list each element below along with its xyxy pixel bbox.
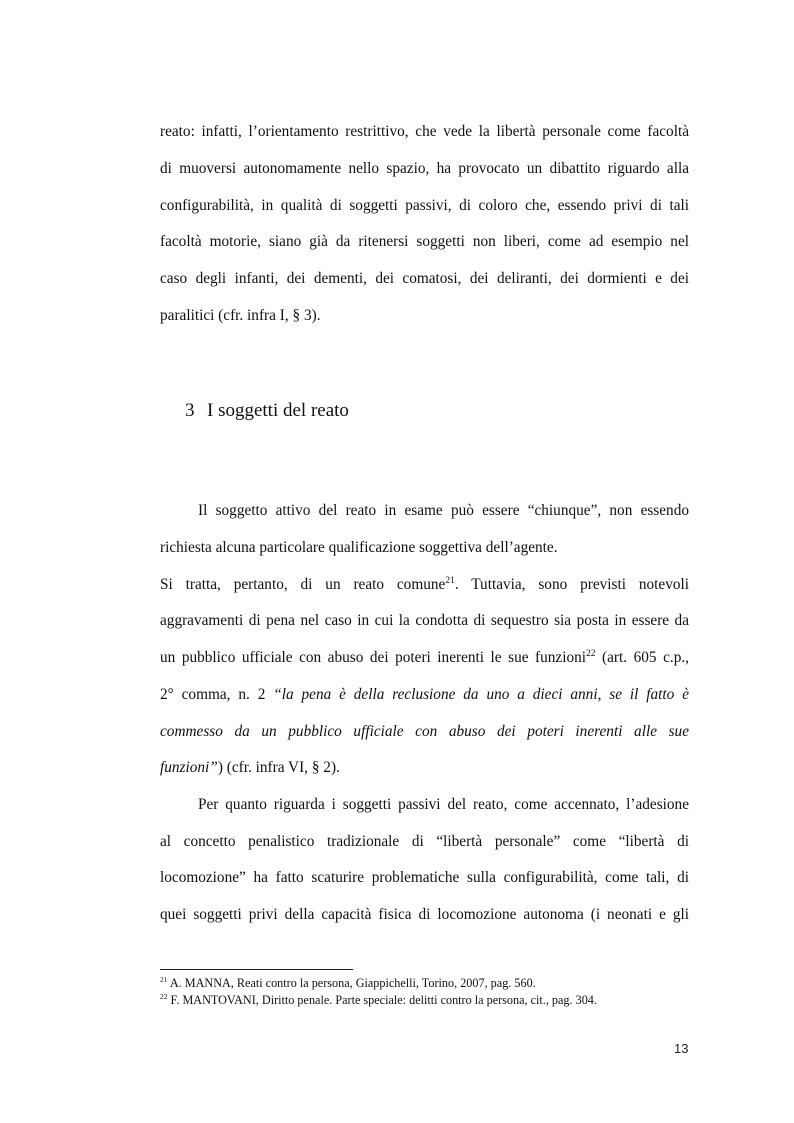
text-line [160, 576, 689, 594]
footnote-text: A. MANNA, Reati contro la persona, Giappichelli, Torino, 2007, pag. 560. [167, 976, 536, 990]
footnote-ref[interactable]: 22 [586, 648, 596, 659]
text-segment: 2° comma, n. 2 [160, 686, 274, 703]
footnote [160, 976, 536, 991]
section-number: 3 [185, 400, 195, 421]
footnote-separator [160, 969, 353, 970]
footnote-number: 22 [160, 991, 168, 1001]
text-line: quei soggetti privi della capacità fisica di locomozione autonoma (i neonati e gli [160, 906, 689, 923]
text-segment: Si tratta, pertanto, di un reato comune [160, 576, 446, 593]
text-line: paralitici (cfr. infra I, § 3). [160, 307, 321, 324]
footnote-ref[interactable]: 21 [445, 575, 455, 586]
text-line: caso degli infanti, dei dementi, dei comatosi, dei deliranti, dei dormienti e dei [160, 270, 689, 287]
footnote [160, 993, 597, 1008]
text-segment: ) (cfr. infra VI, § 2). [217, 759, 340, 776]
text-line: di muoversi autonomamente nello spazio, ha provocato un dibattito riguardo alla [160, 160, 689, 177]
quoted-text: commesso da un pubblico ufficiale con abuso dei poteri inerenti alle sue [160, 723, 689, 740]
quoted-text: funzioni” [160, 759, 218, 776]
text-segment: . Tuttavia, sono previsti notevoli [454, 576, 689, 593]
text-line: locomozione” ha fatto scaturire problematiche sulla configurabilità, come tali, di [160, 869, 689, 886]
text-segment: (art. 605 c.p., [595, 649, 689, 666]
text-line: reato: infatti, l’orientamento restrittivo, che vede la libertà personale come facoltà [160, 123, 689, 140]
text-line: richiesta alcuna particolare qualificazione soggettiva dell’agente. [160, 539, 558, 556]
text-line [160, 723, 689, 741]
quoted-text: “la pena è della reclusione da uno a dieci anni, se il fatto è [273, 686, 689, 703]
footnote-number: 21 [160, 974, 168, 984]
text-line: facoltà motorie, siano già da ritenersi soggetti non liberi, come ad esempio nel [160, 233, 689, 250]
text-line [160, 649, 689, 667]
text-line: al concetto penalistico tradizionale di “libertà personale” come “libertà di [160, 833, 689, 850]
text-line [160, 686, 689, 704]
text-segment: un pubblico ufficiale con abuso dei poteri inerenti le sue funzioni [160, 649, 587, 666]
text-line: aggravamenti di pena nel caso in cui la condotta di sequestro sia posta in essere da [160, 612, 689, 629]
text-line [160, 759, 689, 777]
section-heading [185, 400, 349, 422]
text-line: configurabilità, in qualità di soggetti passivi, di coloro che, essendo privi di tali [160, 197, 689, 214]
text-line: Per quanto riguarda i soggetti passivi del reato, come accennato, l’adesione [198, 796, 689, 813]
page-number: 13 [674, 1041, 689, 1056]
footnote-text: F. MANTOVANI, Diritto penale. Parte speciale: delitti contro la persona, cit., pag. 304. [167, 993, 597, 1007]
text-line: Il soggetto attivo del reato in esame può essere “chiunque”, non essendo [198, 502, 689, 519]
section-title: I soggetti del reato [207, 400, 349, 421]
